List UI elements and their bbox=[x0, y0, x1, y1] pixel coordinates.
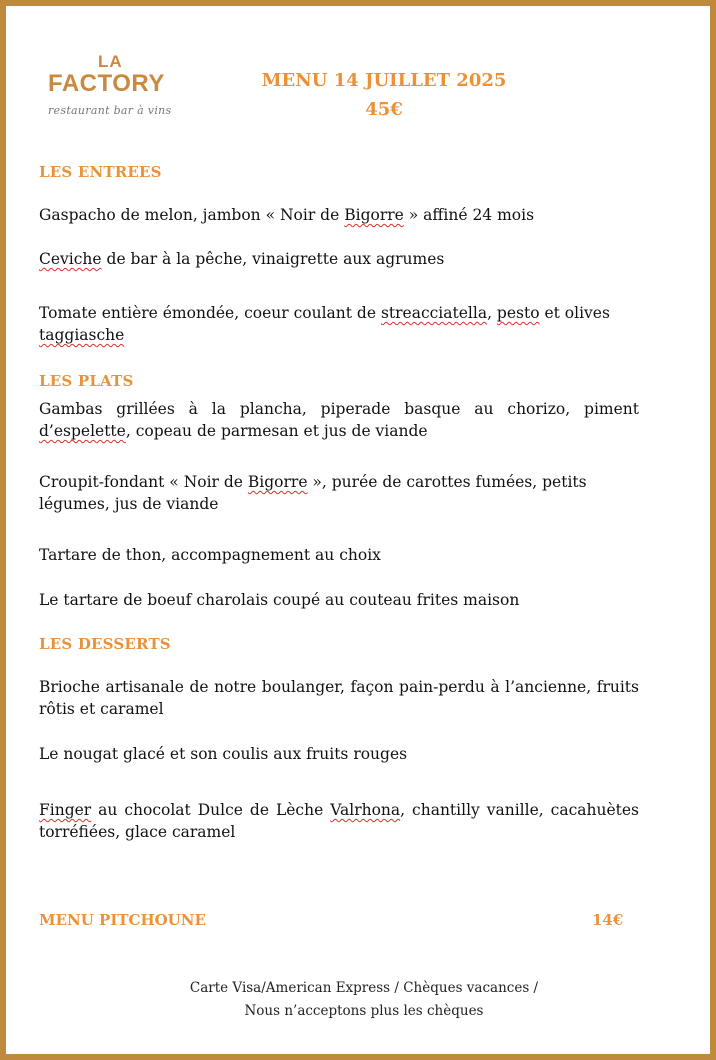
text: », purée de carottes fumées, petits légumes, jus de viande bbox=[39, 473, 587, 513]
text: Gambas grillées à la plancha, piperade basque au chorizo, piment bbox=[39, 400, 639, 418]
entree-item-3 bbox=[39, 302, 639, 346]
text: de bar à la pêche, vinaigrette aux agrumes bbox=[101, 250, 445, 268]
payment-info-line-1: Carte Visa/American Express / Chèques vacances / bbox=[189, 980, 539, 996]
spellcheck-word: d’espelette bbox=[39, 422, 126, 440]
spellcheck-word: Finger bbox=[39, 801, 92, 819]
text: , chantilly vanille, cacahuètes torréfiées, glace caramel bbox=[39, 801, 639, 841]
text: , copeau de parmesan et jus de viande bbox=[125, 422, 428, 440]
menu-title: MENU 14 JUILLET 2025 bbox=[261, 70, 507, 91]
plat-item-1 bbox=[39, 398, 639, 442]
spellcheck-word: Valrhona bbox=[330, 801, 401, 819]
section-heading-desserts: LES DESSERTS bbox=[39, 635, 171, 653]
plat-item-3: Tartare de thon, accompagnement au choix bbox=[39, 546, 381, 564]
entree-item-1 bbox=[39, 204, 639, 226]
plat-item-4: Le tartare de boeuf charolais coupé au couteau frites maison bbox=[39, 591, 520, 609]
spellcheck-word: taggiasche bbox=[39, 326, 125, 344]
payment-info-line-2: Nous n’acceptons plus les chèques bbox=[244, 1003, 484, 1019]
plat-item-2 bbox=[39, 471, 639, 515]
section-heading-plats: LES PLATS bbox=[39, 372, 134, 390]
spellcheck-word: Bigorre bbox=[344, 206, 404, 224]
spellcheck-word: Ceviche bbox=[39, 250, 102, 268]
spellcheck-word: Bigorre bbox=[247, 473, 308, 491]
text: Tomate entière émondée, coeur coulant de bbox=[39, 304, 381, 322]
text: et olives bbox=[539, 304, 610, 322]
text: au chocolat Dulce de Lèche bbox=[91, 801, 331, 819]
menu-price: 45€ bbox=[365, 99, 403, 120]
entree-item-2 bbox=[39, 248, 639, 270]
text: , bbox=[487, 304, 497, 322]
logo-factory: FACTORY bbox=[48, 70, 165, 97]
dessert-item-3 bbox=[39, 799, 639, 843]
kids-menu-price: 14€ bbox=[592, 911, 624, 929]
dessert-item-2: Le nougat glacé et son coulis aux fruits rouges bbox=[39, 745, 408, 763]
logo-la: LA bbox=[98, 52, 123, 71]
text: » affiné 24 mois bbox=[403, 206, 535, 224]
kids-menu-label: MENU PITCHOUNE bbox=[39, 911, 206, 929]
spellcheck-word: pesto bbox=[496, 304, 540, 322]
section-heading-entrees: LES ENTREES bbox=[39, 163, 162, 181]
dessert-item-1: Brioche artisanale de notre boulanger, façon pain-perdu à l’ancienne, fruits rôtis et caramel bbox=[39, 678, 639, 718]
spellcheck-word: streacciatella bbox=[380, 304, 488, 322]
text: Gaspacho de melon, jambon « Noir de bbox=[39, 206, 345, 224]
restaurant-logo bbox=[48, 52, 188, 122]
text: Croupit-fondant « Noir de bbox=[39, 473, 248, 491]
logo-tagline: restaurant bar à vins bbox=[48, 104, 172, 117]
